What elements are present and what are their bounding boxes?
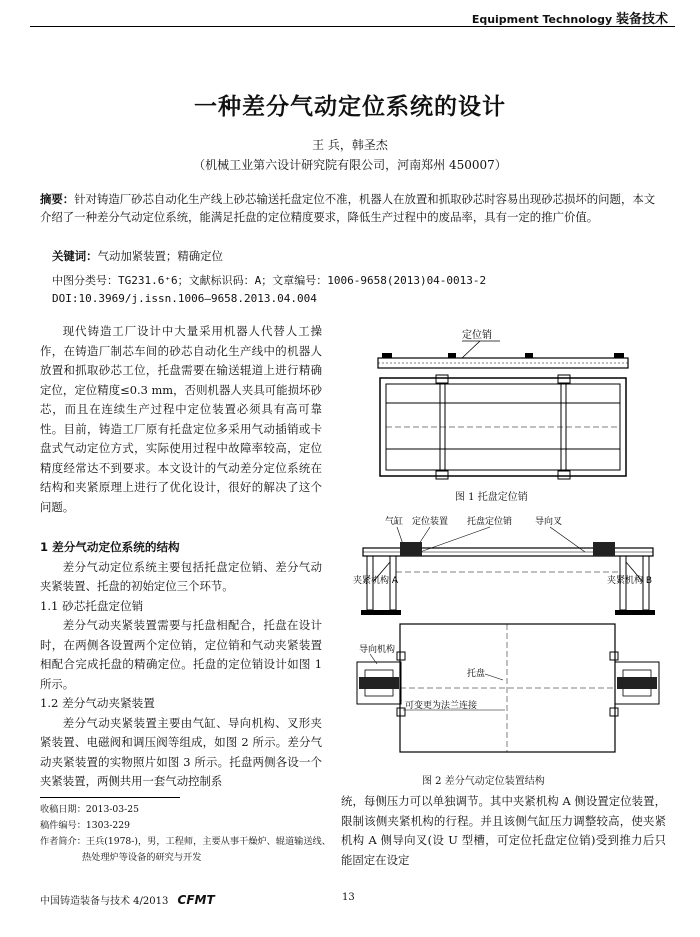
fig1-label-pin: 定位销 — [462, 330, 492, 341]
page-number: 13 — [342, 892, 355, 903]
footer-logo: CFMT — [177, 893, 215, 907]
classification-line: 中图分类号：TG231.6⁺6；文献标识码：A；文章编号：1006-9658(2013)04-0013-2 — [52, 274, 487, 287]
section-1-2-text: 差分气动夹紧装置主要由气缸、导向机构、叉形夹紧装置、电磁阀和调压阀等组成，如图 2 所示。差分气动夹紧装置的实物照片如图 3 所示。托盘两侧各设一个夹紧装置，两侧共用一套气动控制系 — [40, 715, 322, 788]
section-1-1-text: 差分气动夹紧装置需要与托盘相配合，托盘在设计时，在两侧各设置两个定位销，定位销和气动夹紧装置相配合完成托盘的精确定位。托盘的定位销设计如图 1 所示。 — [40, 618, 322, 691]
fig2-label-tray: 托盘 — [467, 669, 486, 679]
fig2-label-positioner: 定位装置 — [412, 517, 449, 527]
figure-1-drawing — [350, 325, 670, 485]
section-1-1-heading: 1.1 砂芯托盘定位销 — [40, 598, 144, 613]
keywords — [52, 248, 223, 264]
intro-paragraph — [40, 322, 322, 517]
footer-journal: 中国铸造装备与技术 4/2013 — [40, 896, 169, 907]
abstract-label: 摘要： — [40, 192, 75, 206]
figure-1-caption: 图 1 托盘定位销 — [455, 492, 528, 503]
footer — [40, 892, 215, 907]
fig2-label-clamp-a: 夹紧机构 A — [353, 576, 399, 586]
footnotes — [40, 802, 331, 866]
section-1-heading: 1 差分气动定位系统的结构 — [40, 540, 180, 554]
affiliation: （机械工业第六设计研究院有限公司，河南郑州 450007） — [193, 158, 507, 172]
author-bio-1: 作者简介：王兵(1978-)，男，工程师，主要从事干燥炉、辊道输送线、 — [40, 836, 331, 847]
keywords-text: 气动加紧装置；精确定位 — [97, 249, 223, 263]
authors: 王 兵，韩圣杰 — [312, 138, 388, 152]
figure-2-drawing — [345, 512, 675, 767]
figure-2-caption: 图 2 差分气动定位装置结构 — [422, 776, 545, 787]
intro-text: 现代铸造工厂设计中大量采用机器人代替人工操作，在铸造厂制芯车间的砂芯自动化生产线中的机器人放置和抓取砂芯工位，托盘需要在输送辊道上进行精确定位，定位精度≤0.3 mm，否则机器人夹具可能损坏砂芯，而且在连续生产过程中定位装置必须具有高可靠性。目前，铸造工厂原有托盘定位多采用气动插销或卡盘式气动定位方式，实际使用过程中故障率较高，定位精度经常达不到要求。本文设计的气动差分定位系统在结构和夹紧原理上进行了优化设计，很好的解决了这个问题。 — [40, 324, 322, 514]
article-title: 一种差分气动定位系统的设计 — [194, 94, 506, 120]
header-rule — [30, 26, 675, 27]
article-number: 稿件编号：1303-229 — [40, 820, 130, 831]
keywords-label: 关键词： — [52, 249, 98, 263]
section-1-text: 差分气动定位系统主要包括托盘定位销、差分气动夹紧装置、托盘的初始定位三个环节。 — [40, 559, 322, 593]
journal-header — [472, 8, 668, 27]
right-column-text: 统，每侧压力可以单独调节。其中夹紧机构 A 侧设置定位装置，限制该侧夹紧机构的行程。并且该侧气缸压力调整较高，使夹紧机构 A 侧导向叉(设 U 型槽，可定位托盘定位销)受到推力后只能固定在设定 — [341, 794, 666, 867]
footnote-rule — [40, 797, 180, 798]
section-1 — [40, 538, 322, 792]
fig2-label-pin: 托盘定位销 — [467, 517, 513, 527]
doi-line: DOI:10.3969/j.issn.1006—9658.2013.04.004 — [52, 292, 317, 305]
fig2-label-fork: 导向叉 — [535, 517, 563, 527]
fig2-label-cylinder: 气缸 — [385, 517, 404, 527]
received-date: 收稿日期：2013-03-25 — [40, 804, 139, 815]
section-1-2-heading: 1.2 差分气动夹紧装置 — [40, 696, 155, 710]
author-bio-2: 热处理炉等设备的研究与开发 — [82, 852, 202, 863]
journal-name-cn: 装备技术 — [615, 12, 668, 27]
fig2-label-flange: 可变更为法兰连接 — [405, 701, 478, 711]
fig2-label-clamp-b: 夹紧机构 B — [607, 576, 653, 586]
journal-name-en: Equipment Technology — [471, 13, 613, 26]
abstract-text: 针对铸造厂砂芯自动化生产线上砂芯输送托盘定位不准，机器人在放置和抓取砂芯时容易出现砂芯损坏的问题，本文介绍了一种差分气动定位系统，能满足托盘的定位精度要求，降低生产过程中的废品率，具有一定的推广价值。 — [40, 192, 656, 224]
abstract — [40, 190, 664, 226]
fig2-label-guide: 导向机构 — [359, 645, 396, 655]
